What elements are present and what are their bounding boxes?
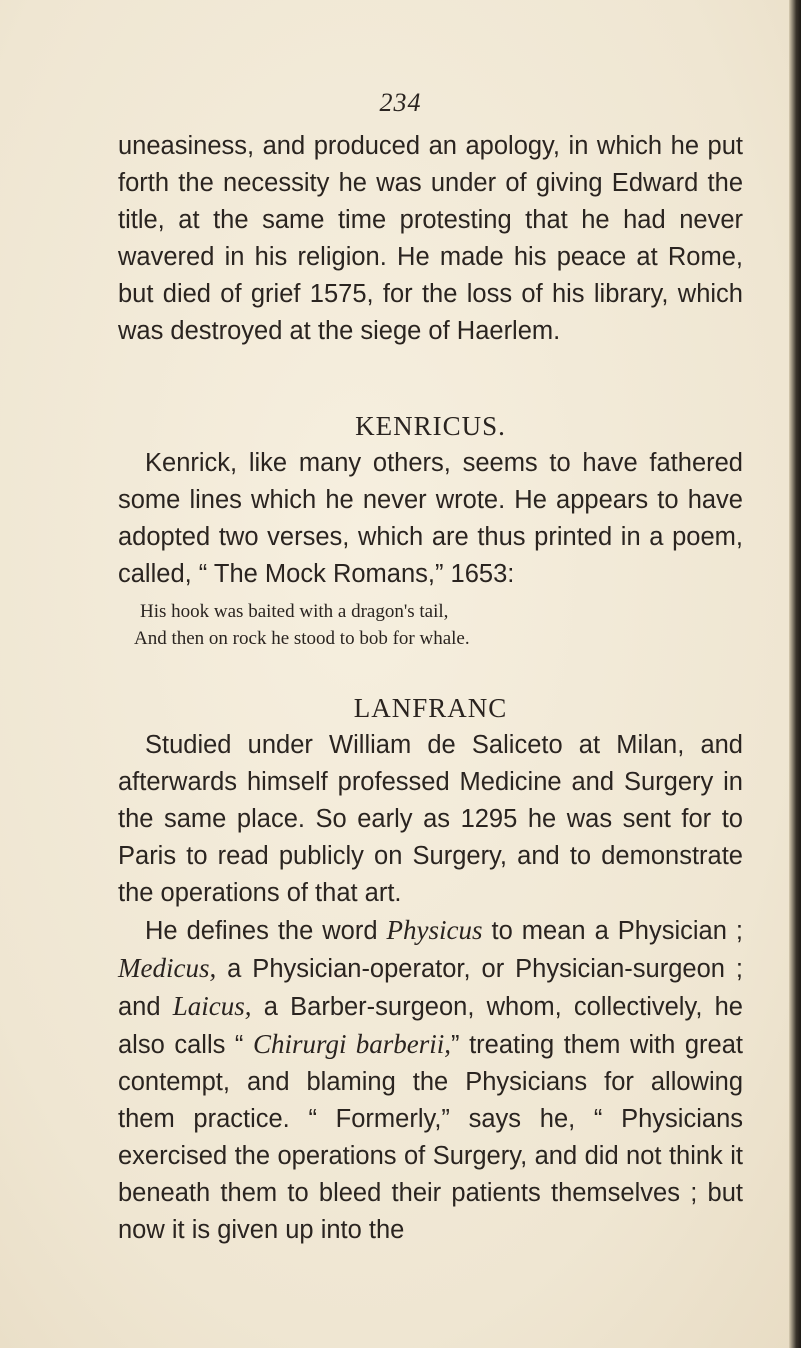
paragraph-definitions	[118, 912, 743, 1249]
verse-line-2: And then on rock he stood to bob for whale.	[134, 628, 470, 649]
paragraph-apology: uneasiness, and produced an apology, in which he put forth the necessity he was under of giving Edward the title, at the same time protesting that he had never wavered in his religion. He made his peace at Rome, but died of grief 1575, for the loss of his library, which was destroyed at the siege of Haerlem.	[118, 132, 743, 345]
page-edge-shadow	[789, 0, 801, 1348]
page-body	[118, 128, 743, 1249]
term-laicus: Laicus,	[172, 991, 252, 1021]
definitions-text-4: a Barber-surgeon, whom, collectively, he also calls “	[118, 993, 743, 1059]
paragraph-kenrick: Kenrick, like many others, seems to have fathered some lines which he never wrote. He appears to have adopted two verses, which are thus printed in a poem, called, “ The Mock Romans,” 1653:	[118, 449, 743, 588]
paragraph-lanfranc: Studied under William de Saliceto at Milan, and afterwards himself professed Medicine and Surgery in the same place. So early as 1295 he was sent for to Paris to read publicly on Surgery, and to demonstrate the operations of that art.	[118, 731, 743, 907]
section-heading-kenricus: KENRICUS.	[355, 411, 506, 441]
definitions-text-2: to mean a Physician ;	[482, 917, 743, 945]
verse-quote	[118, 598, 743, 652]
verse-line-1: His hook was baited with a dragon's tail,	[140, 601, 449, 622]
definitions-text-1: He defines the word	[145, 917, 387, 945]
term-physicus: Physicus	[386, 915, 483, 945]
section-heading-lanfranc: LANFRANC	[353, 693, 508, 723]
page-number: 234	[379, 88, 422, 117]
definitions-text-5: ” treating them with great contempt, and blaming the Physicians for allowing them practice. “ Formerly,” says he, “ Physicians exercised the operations of Surgery, and did not think it beneath them to bleed their patients themselves ; but now it is given up into the	[118, 1031, 743, 1244]
definitions-text-3: a Physician-operator, or Physician-surgeon ; and	[118, 955, 743, 1021]
term-chirurgi-barberii: Chirurgi barberii,	[253, 1029, 452, 1059]
term-medicus: Medicus,	[118, 953, 217, 983]
